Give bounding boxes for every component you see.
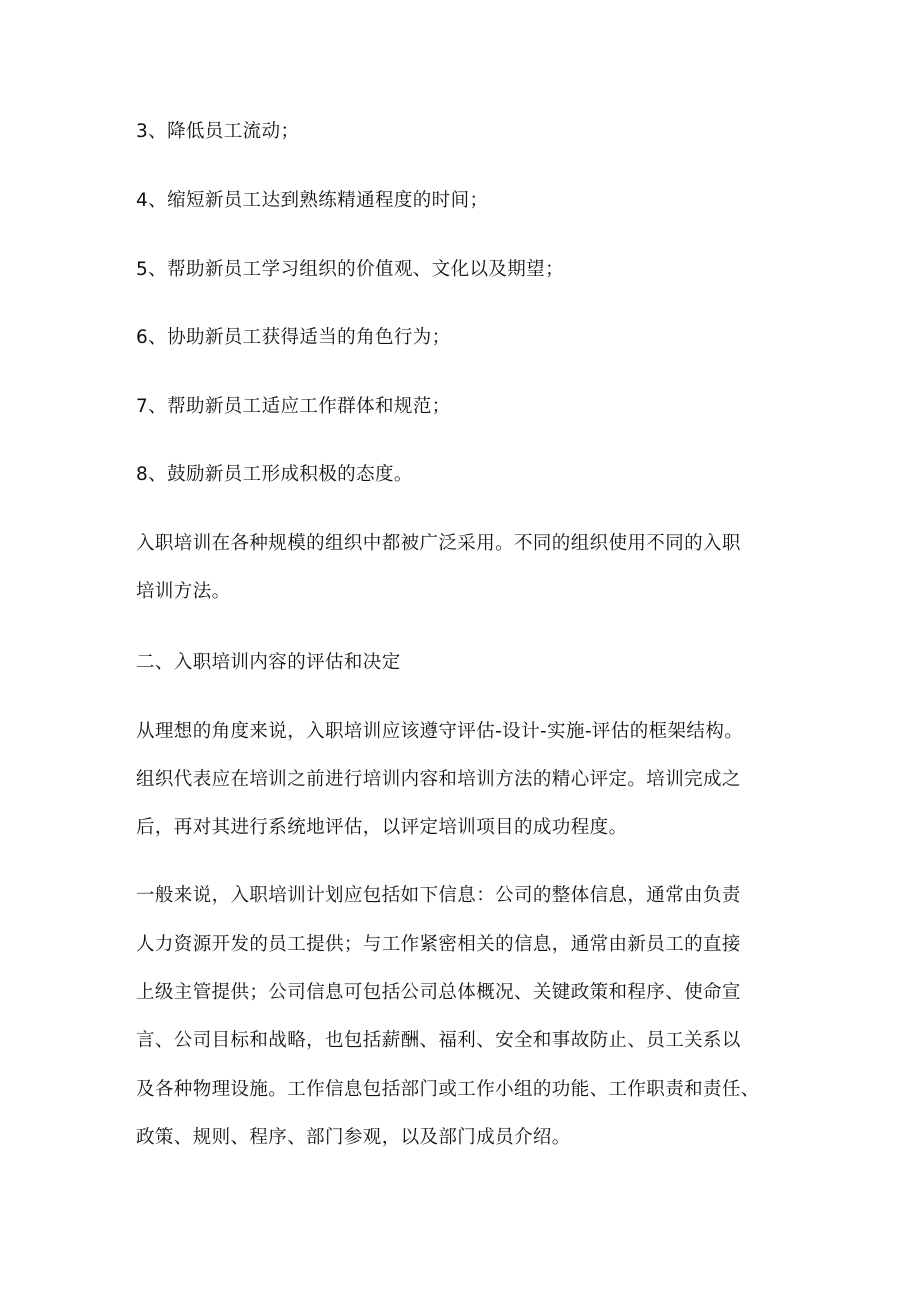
paragraph-line: 培训方法。 [136,581,231,602]
paragraph-line: 入职培训在各种规模的组织中都被广泛采用。不同的组织使用不同的入职 [136,533,741,554]
paragraph-line: 及各种物理设施。工作信息包括部门或工作小组的功能、工作职责和责任、 [136,1079,760,1100]
paragraph-line: 后，再对其进行系统地评估，以评定培训项目的成功程度。 [136,817,628,838]
paragraph-line: 政策、规则、程序、部门参观，以及部门成员介绍。 [136,1127,571,1148]
section-heading: 二、入职培训内容的评估和决定 [136,652,401,673]
list-item: 8、鼓励新员工形成积极的态度。 [136,464,413,485]
paragraph-line: 一般来说，入职培训计划应包括如下信息：公司的整体信息，通常由负责 [136,885,741,906]
list-item: 5、帮助新员工学习组织的价值观、文化以及期望； [136,259,564,280]
paragraph-line: 言、公司目标和战略，也包括薪酬、福利、安全和事故防止、员工关系以 [136,1030,741,1051]
list-item: 6、协助新员工获得适当的角色行为； [136,327,451,348]
list-item: 7、帮助新员工适应工作群体和规范； [136,396,451,417]
list-item: 4、缩短新员工达到熟练精通程度的时间； [136,190,489,211]
list-item: 3、降低员工流动； [136,121,300,142]
paragraph-line: 从理想的角度来说，入职培训应该遵守评估-设计-实施-评估的框架结构。 [136,721,744,742]
paragraph-line: 人力资源开发的员工提供；与工作紧密相关的信息，通常由新员工的直接 [136,934,741,955]
paragraph-line: 上级主管提供；公司信息可包括公司总体概况、关键政策和程序、使命宣 [136,982,741,1003]
paragraph-line: 组织代表应在培训之前进行培训内容和培训方法的精心评定。培训完成之 [136,769,741,790]
